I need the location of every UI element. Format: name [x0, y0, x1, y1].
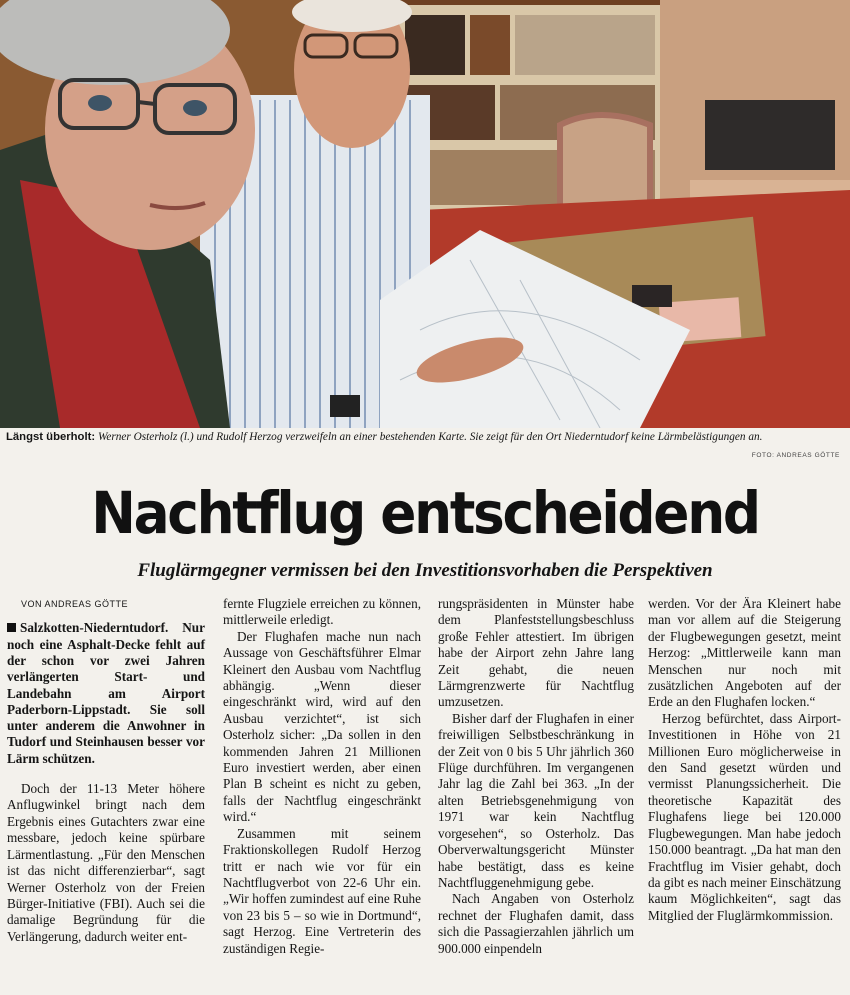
subheadline: Fluglärmgegner vermissen bei den Investitionsvorhaben die Perspektiven	[137, 560, 713, 581]
paragraph: Nach Angaben von Osterholz rechnet der Flughafen damit, dass sich die Passagierzahlen jährlich um 900.000 einpendeln	[438, 891, 634, 956]
photo-credit: FOTO: ANDREAS GÖTTE	[751, 452, 840, 459]
article-photo	[0, 0, 850, 428]
paragraph: Herzog befürchtet, dass Airport- Investitionen in Höhe von 21 Millionen Euro möglicherweise in den Sand gesetzt würden und vermisst Planungssicherheit. Die theoretische Kapazität des Flughafens liege bei 120.000 Flugbewegungen. Man habe jedoch 150.000 beantragt. „Da hat man den Frachtflug im Visier gehabt, doch da gibt es nach meiner Einschätzung kaum Möglichkeiten“, sagt das Mitglied der Fluglärmkommission.	[648, 710, 841, 923]
caption-lead: Längst überholt:	[6, 431, 96, 443]
photo-two-men-with-map	[0, 0, 850, 428]
paragraph: rungspräsidenten in Münster habe dem Planfeststellungsbeschluss große Fehler attestiert. Im übrigen habe der Airport zehn Jahre lang Zeit gehabt, die neuen Lärmgrenzwerte für Nachtflug umzusetzen.	[438, 596, 634, 710]
article-column-4	[648, 596, 841, 924]
paragraph: Der Flughafen mache nun nach Aussage von Geschäftsführer Elmar Kleinert den Ausbau vom Nachtflug abhängig. „Wenn dieser eingeschränkt wird, wird auf den Ausbau verzichtet“, ist sich Osterholz sicher: „Da sollen in den kommenden Jahren 21 Millionen Euro investiert werden, aber einen Plan B scheint es nicht zu geben, falls der Nachtflug eingeschränkt wird.“	[223, 628, 421, 825]
paragraph: Zusammen mit seinem Fraktionskollegen Rudolf Herzog tritt er nach wie vor für ein Nachtflugverbot von 22-6 Uhr ein. „Wir hoffen zumindest auf eine Ruhe von 23 bis 5 – so wie in Dortmund“, sagt Herzog. Eine Vertreterin des zuständigen Regie-	[223, 825, 421, 956]
paragraph: Bisher darf der Flughafen in einer freiwilligen Selbstbeschränkung in der Zeit von 0 bis 5 Uhr jährlich 360 Flüge durchführen. Im vergangenen Jahr lag die Zahl bei 363. „In der alten Betriebsgenehmigung von 1971 war kein Nachtflug vorgesehen“, so Osterholz. Das Oberverwaltungsgericht Münster habe bestätigt, dass es keine Nachtfluggenehmigung gebe.	[438, 710, 634, 890]
headline: Nachtflug entscheidend	[91, 479, 759, 547]
caption-text: Werner Osterholz (l.) und Rudolf Herzog verzweifeln an einer bestehenden Karte. Sie zeigt für den Ort Niederntudorf keine Lärmbelästigungen an.	[95, 431, 763, 443]
photo-caption	[6, 430, 844, 444]
intro-paragraph	[7, 620, 205, 767]
bullet-square-icon	[7, 623, 16, 632]
byline: VON ANDREAS GÖTTE	[21, 599, 129, 609]
paragraph: werden. Vor der Ära Kleinert habe man vor allem auf die Steigerung der Flugbewegungen gesetzt, meint Herzog: „Mittlerweile kann man Menschen nur noch mit zusätzlichen Angeboten auf der Erde an den Flughafen locken.“	[648, 596, 841, 710]
article-column-3	[438, 596, 634, 957]
article-column-2	[223, 596, 421, 957]
paragraph: Doch der 11-13 Meter höhere Anflugwinkel bringt nach dem Ergebnis eines Gutachters zwar eine messbare, jedoch keine spürbare Lärmentlastung. „Für den Menschen ist das nicht differenzierbar“, sagt Werner Osterholz von der Freien Bürger-Initiative (FBI). Auch sei die damalige Begründung für die Verlängerung, dadurch weiter ent-	[7, 781, 205, 944]
article-column-1	[7, 596, 205, 945]
intro-text: Salzkotten-Niederntudorf. Nur noch eine Asphalt-Decke fehlt auf der schon vor zwei Jahren verlängerten Start- und Landebahn am Airport Paderborn-Lippstadt. Sie soll unter anderem die Anwohner in Tudorf und Steinhausen besser vor Lärm schützen.	[7, 620, 205, 766]
paragraph: fernte Flugziele erreichen zu können, mittlerweile erledigt.	[223, 596, 421, 628]
